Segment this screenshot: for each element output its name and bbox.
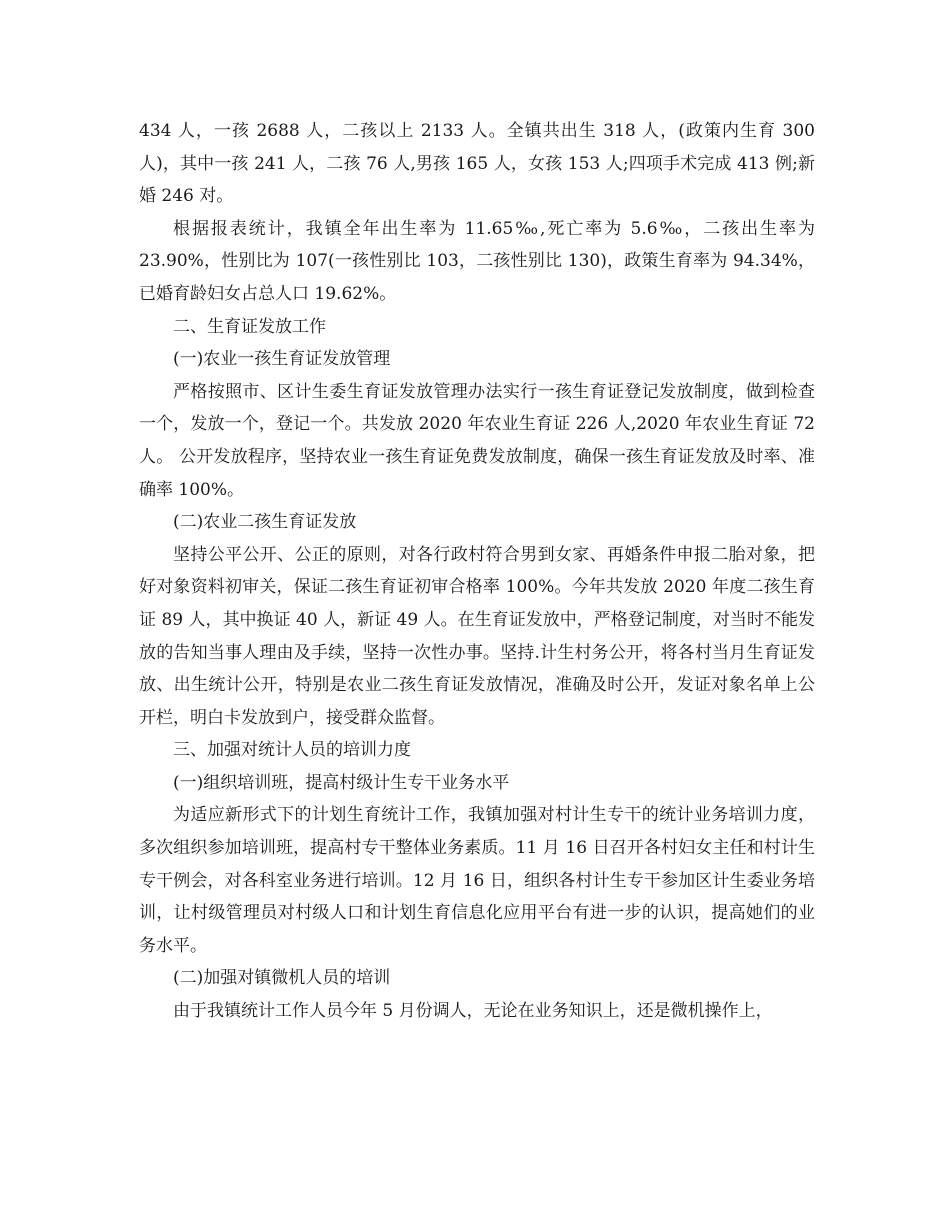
subsection-heading-2-2: (二)农业二孩生育证发放	[173, 512, 357, 533]
section-heading-3: 三、加强对统计人员的培训力度	[173, 740, 411, 761]
paragraph-first-child-certificate: 严格按照市、区计生委生育证发放管理办法实行一孩生育证登记发放制度，做到检查一个，发放一个，登记一个。共发放 2020 年农业生育证 226 人,2020 年农业生育证 72 人。 公开发放程序，坚持农业一孩生育证免费发放制度，确保一孩生育证发放及时率、准确率 100%。	[139, 381, 815, 500]
paragraph-computer-staff-training: 由于我镇统计工作人员今年 5 月份调人，无论在业务知识上，还是微机操作上，	[173, 1001, 773, 1022]
paragraph-population-stats: 434 人，一孩 2688 人，二孩以上 2133 人。全镇共出生 318 人，(政策内生育 300 人)，其中一孩 241 人，二孩 76 人,男孩 165 人，女孩 153 人;四项手术完成 413 例;新婚 246 对。	[139, 121, 815, 207]
subsection-heading-3-1: (一)组织培训班，提高村级计生专干业务水平	[173, 772, 510, 793]
paragraph-training-classes: 为适应新形式下的计划生育统计工作，我镇加强对村计生专干的统计业务培训力度，多次组织参加培训班，提高村专干整体业务素质。11 月 16 日召开各村妇女主任和村计生专干例会，对各科室业务进行培训。12 月 16 日，组织各村计生专干参加区计生委业务培训，让村级管理员对村级人口和计划生育信息化应用平台有进一步的认识，提高她们的业务水平。	[139, 805, 815, 956]
subsection-heading-2-1: (一)农业一孩生育证发放管理	[173, 349, 391, 370]
document-body	[139, 115, 815, 1028]
subsection-heading-3-2: (二)加强对镇微机人员的培训	[173, 968, 391, 989]
paragraph-birth-rates: 根据报表统计，我镇全年出生率为 11.65‰,死亡率为 5.6‰，二孩出生率为 23.90%，性别比为 107(一孩性别比 103，二孩性别比 130)，政策生育率为 94.34%，已婚育龄妇女占总人口 19.62%。	[139, 218, 815, 304]
section-heading-2: 二、生育证发放工作	[173, 316, 326, 337]
paragraph-second-child-certificate: 坚持公平公开、公正的原则，对各行政村符合男到女家、再婚条件申报二胎对象，把好对象资料初审关，保证二孩生育证初审合格率 100%。今年共发放 2020 年度二孩生育证 89 人，其中换证 40 人，新证 49 人。在生育证发放中，严格登记制度，对当时不能发放的告知当事人理由及手续，坚持一次性办事。坚持.计生村务公开，将各村当月生育证发放、出生统计公开，特别是农业二孩生育证发放情况，准确及时公开，发证对象名单上公开栏，明白卡发放到户，接受群众监督。	[139, 544, 815, 728]
